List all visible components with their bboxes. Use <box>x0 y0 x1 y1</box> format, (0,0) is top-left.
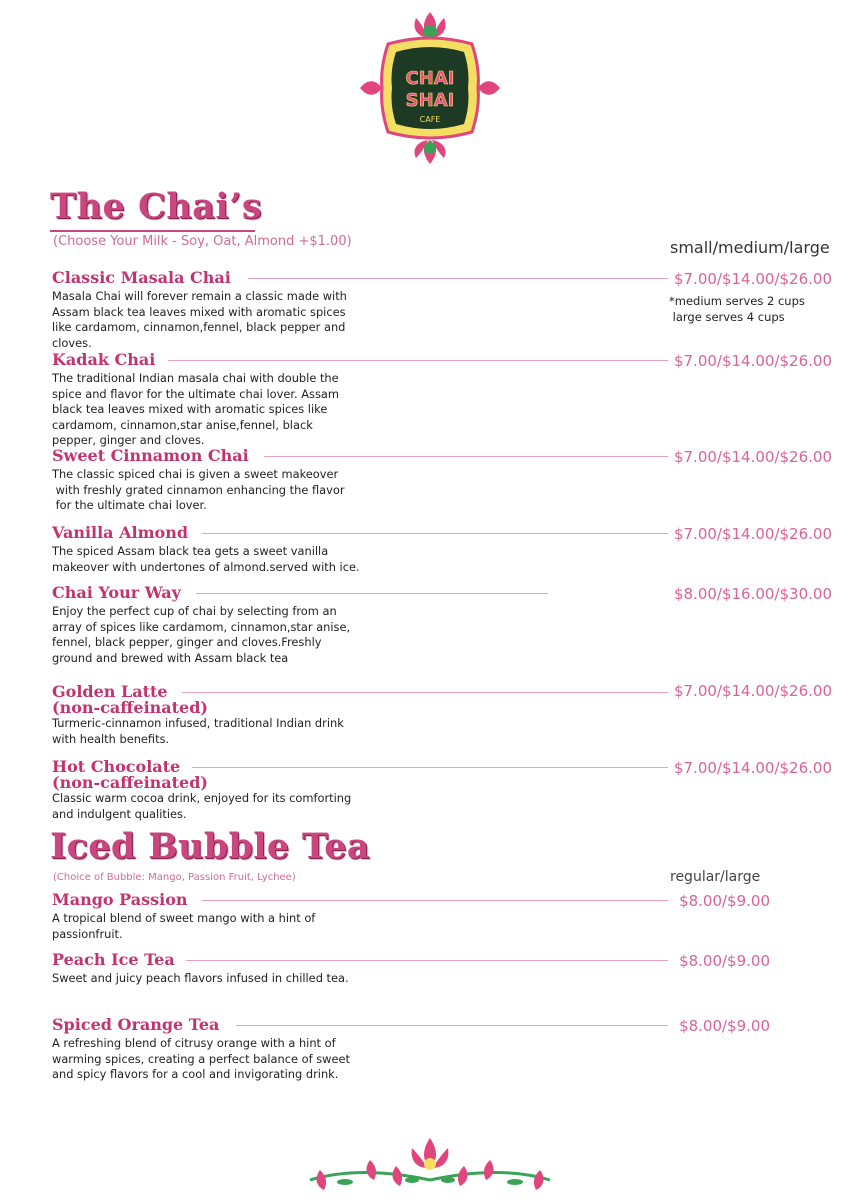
item-price: $8.00/$16.00/$30.00 <box>673 585 832 603</box>
item-price: $7.00/$14.00/$26.00 <box>673 525 832 543</box>
menu-item-peach-ice-tea <box>52 952 842 987</box>
item-name: Chai Your Way <box>52 583 181 602</box>
item-name: Mango Passion <box>52 890 188 909</box>
item-price: $8.00/$9.00 <box>679 892 770 910</box>
item-price: $7.00/$14.00/$26.00 <box>673 270 832 288</box>
item-price: $7.00/$14.00/$26.00 <box>673 682 832 700</box>
item-description: Enjoy the perfect cup of chai by selecting from an array of spices like cardamom, cinnamon,star anise, fennel, black pepper, ginger and cloves.Freshly ground and brewed with Assam black tea <box>52 604 351 665</box>
chai-section-title: The Chai’s <box>50 186 263 227</box>
menu-item-classic-masala-chai <box>52 270 842 351</box>
floral-border-ornament <box>300 1130 560 1200</box>
leader-line <box>196 593 548 594</box>
serving-size-note: *medium serves 2 cups large serves 4 cups <box>669 294 805 324</box>
leader-line <box>186 960 668 961</box>
leader-line <box>192 767 668 768</box>
item-name: Peach Ice Tea <box>52 950 175 969</box>
bubble-choice-note: (Choice of Bubble: Mango, Passion Fruit, Lychee) <box>53 872 296 883</box>
item-price: $7.00/$14.00/$26.00 <box>673 759 832 777</box>
item-name: Classic Masala Chai <box>52 268 231 287</box>
menu-item-golden-latte <box>52 684 842 747</box>
leader-line <box>248 278 668 279</box>
title-underline <box>50 230 255 232</box>
logo-line3: CAFE <box>419 115 441 124</box>
bubble-tea-section-title: Iced Bubble Tea <box>50 826 370 867</box>
item-name: Vanilla Almond <box>52 523 189 542</box>
leader-line <box>202 900 668 901</box>
item-price: $8.00/$9.00 <box>679 952 770 970</box>
leader-line <box>202 533 668 534</box>
item-subtitle: (non-caffeinated) <box>52 773 208 792</box>
leader-line <box>182 692 668 693</box>
chai-size-header: small/medium/large <box>670 238 830 257</box>
item-description: Turmeric-cinnamon infused, traditional Indian drink with health benefits. <box>52 716 344 746</box>
menu-item-sweet-cinnamon-chai <box>52 448 842 514</box>
item-description: Sweet and juicy peach flavors infused in chilled tea. <box>52 971 349 985</box>
item-price: $7.00/$14.00/$26.00 <box>673 352 832 370</box>
item-name: Golden Latte <box>52 682 168 701</box>
item-description: Masala Chai will forever remain a classic made with Assam black tea leaves mixed with aromatic spices like cardamom, cinnamon,fennel, black pepper and cloves. <box>52 289 347 350</box>
menu-item-kadak-chai <box>52 352 842 449</box>
menu-item-vanilla-almond <box>52 525 842 575</box>
item-price: $7.00/$14.00/$26.00 <box>673 448 832 466</box>
leader-line <box>236 1025 668 1026</box>
menu-item-hot-chocolate <box>52 759 842 822</box>
item-name: Sweet Cinnamon Chai <box>52 446 249 465</box>
item-description: The classic spiced chai is given a sweet makeover with freshly grated cinnamon enhancing the flavor for the ultimate chai lover. <box>52 467 345 512</box>
logo-line2: SHAI <box>405 90 455 111</box>
bubble-size-header: regular/large <box>670 869 761 885</box>
item-description: A refreshing blend of citrusy orange with a hint of warming spices, creating a perfect balance of sweet and spicy flavors for a cool and invigorating drink. <box>52 1036 350 1081</box>
item-description: The traditional Indian masala chai with double the spice and flavor for the ultimate chai lover. Assam black tea leaves mixed with aromatic spices like cardamom, cinnamon,star anise,fennel, black pepper, ginger and cloves. <box>52 371 339 447</box>
item-name: Spiced Orange Tea <box>52 1015 220 1034</box>
item-description: Classic warm cocoa drink, enjoyed for its comforting and indulgent qualities. <box>52 791 352 821</box>
menu-item-chai-your-way <box>52 585 842 666</box>
item-description: A tropical blend of sweet mango with a hint of passionfruit. <box>52 911 316 941</box>
lotus-frame-logo <box>350 8 510 168</box>
item-description: The spiced Assam black tea gets a sweet vanilla makeover with undertones of almond.served with ice. <box>52 544 360 574</box>
milk-choice-note: (Choose Your Milk - Soy, Oat, Almond +$1.00) <box>53 234 352 249</box>
leader-line <box>264 456 668 457</box>
leader-line <box>168 360 668 361</box>
item-subtitle: (non-caffeinated) <box>52 698 208 717</box>
menu-item-mango-passion <box>52 892 842 942</box>
item-name: Kadak Chai <box>52 350 156 369</box>
item-name: Hot Chocolate <box>52 757 181 776</box>
menu-item-spiced-orange-tea <box>52 1017 842 1083</box>
logo-line1: CHAI <box>405 68 455 89</box>
item-price: $8.00/$9.00 <box>679 1017 770 1035</box>
